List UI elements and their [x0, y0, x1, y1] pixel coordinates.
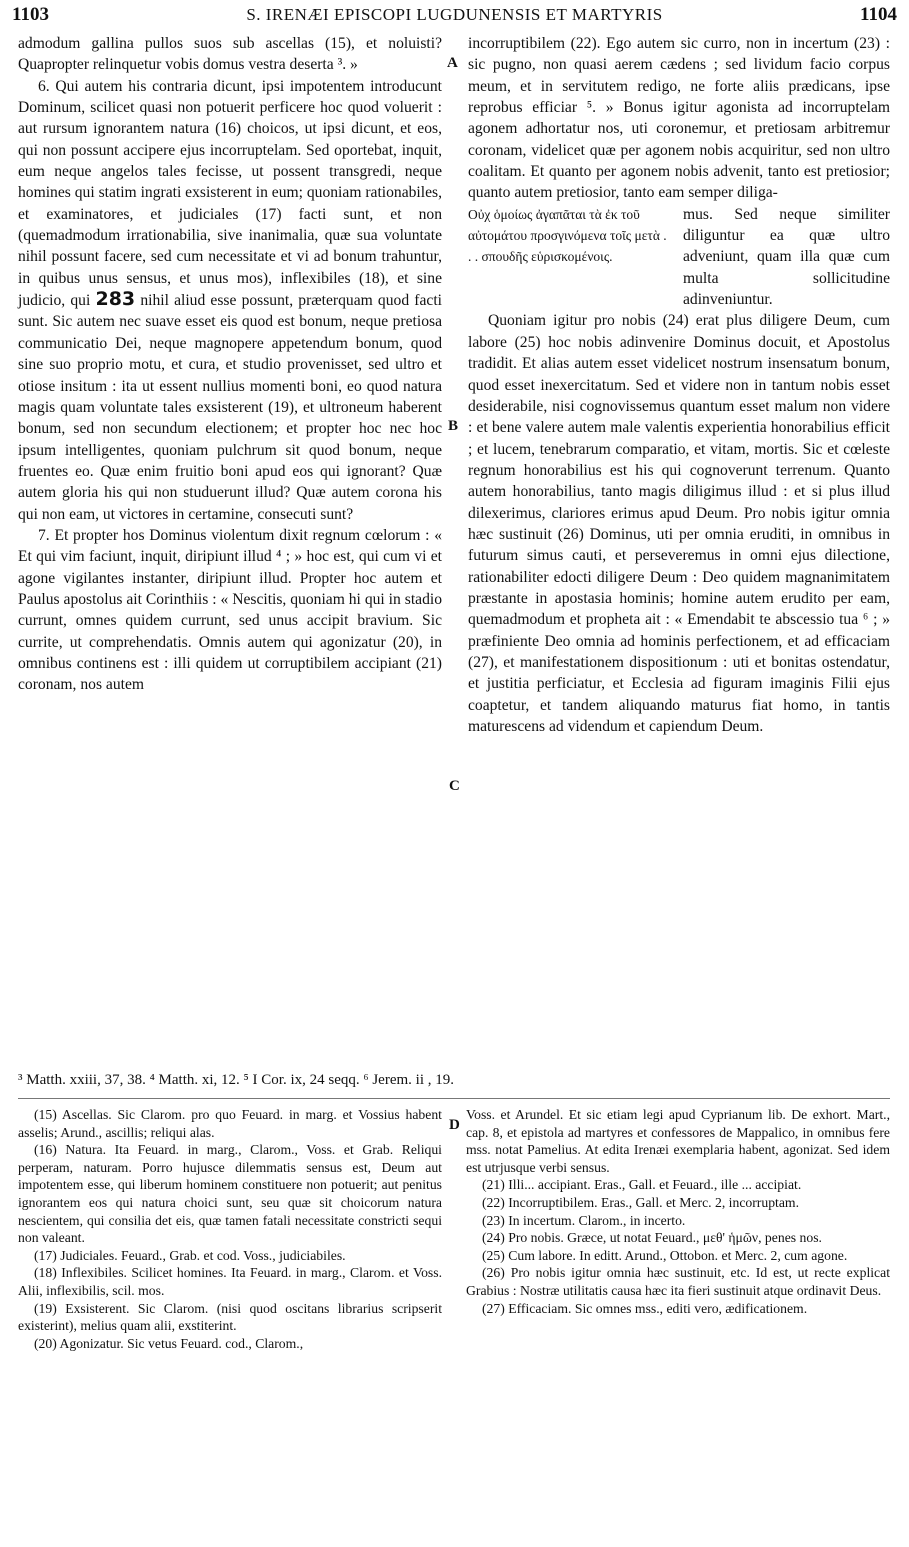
- margin-letter-c: C: [449, 778, 460, 794]
- right-text-column: [468, 33, 890, 737]
- footnote-26: (26) Pro nobis igitur omnia hæc sustinuit, etc. Id est, ut recte explicat Grabius : Nostræ utilitatis causa hæc ita fieri sustinuit atque ordinavit Deus.: [466, 1265, 890, 1298]
- paragraph-6-part-2: nihil aliud esse possunt, præterquam quod facti sunt. Sic autem nec suave esset eis quod est bonum, neque pretiosa communicatio Dei, neque magnopere appetendum bonum, quod sine suo proprio motu, et cura, et studio provenisset, sed ultro et otiose insitum : ita ut essent nullius momenti boni, eo quod natura magis quam voluntate tales exsisterent (19), et ultroneum haberent bonum, sed non secundum electionem; et propter hoc nec hoc ipsum intelligentes, quoniam pulchrum sit quod bonum, neque fruentes eo. Quæ enim fruitio boni apud eos qui ignorant? Quæ autem gloria his qui non studuerunt illud? Quæ autem corona his qui non eam, ut victores in certamine, consecuti sunt?: [18, 292, 442, 523]
- footnote-20-continued: Voss. et Arundel. Et sic etiam legi apud Cyprianum lib. De exhort. Mart., cap. 8, et epistola ad martyres et confessores de Mappalico, in omnibus fere mss. notat Pamelius. At edita Irenæi exemplaria habent, agonizat. Sed idem est utrjusque verbi sensus.: [466, 1107, 890, 1175]
- footnote-15: (15) Ascellas. Sic Clarom. pro quo Feuard. in marg. et Vossius habent asselis; Arund., ascillis; reliqui alas.: [18, 1107, 442, 1140]
- footnote-19: (19) Exsisterent. Sic Clarom. (nisi quod oscitans librarius scripserit existerint), melius quam alii, exstiterint.: [18, 1300, 442, 1334]
- margin-letter-b: B: [448, 418, 459, 434]
- left-page-number: 1103: [12, 4, 49, 25]
- footnotes-right: [466, 1106, 890, 1317]
- left-text-column: [18, 33, 442, 696]
- footnote-20: (20) Agonizatur. Sic vetus Feuard. cod., Clarom.,: [34, 1335, 304, 1351]
- footnotes-left: [18, 1106, 442, 1352]
- footnote-27: (27) Efficaciam. Sic omnes mss., editi vero, ædificationem.: [482, 1300, 808, 1316]
- footnote-21: (21) Illi... accipiant. Eras., Gall. et Feuard., ille ... accipiat.: [482, 1177, 802, 1193]
- footnote-18: (18) Inflexibiles. Scilicet homines. Ita Feuard. in marg., Clarom. et Voss. Alii, inflexibilis, scil. mos.: [18, 1265, 442, 1298]
- greek-text: Οὐχ ὁμοίως ἀγαπᾶται τὰ ἐκ τοῦ αὐτομάτου προσγινόμενα τοῖς μετὰ . . . σπουδῆς εὑρισκομένοις.: [468, 206, 667, 265]
- latin-parallel-text: mus. Sed neque similiter diliguntur ea quæ ultro adveniunt, quam illa quæ cum multa sollicitudine adinveniuntur.: [683, 205, 890, 309]
- footnote-17: (17) Judiciales. Feuard., Grab. et cod. Voss., judiciabiles.: [34, 1247, 346, 1263]
- footnote-25: (25) Cum labore. In editt. Arund., Ottobon. et Merc. 2, cum agone.: [482, 1247, 848, 1263]
- notes-divider: [18, 1098, 890, 1099]
- footnote-22: (22) Incorruptibilem. Eras., Gall. et Merc. 2, incorruptam.: [482, 1194, 799, 1210]
- footnote-16: (16) Natura. Ita Feuard. in marg., Clarom., Voss. et Grab. Reliqui perperam, naturam. Porro hujusce dilemmatis sensus est, Deum aut impotentem esse, qui liberum hominem constituere non potuerit; aut penitus ignorantem eos qui natura choici sunt, seu quæ sit choicorum natura nescientem, qui consilia det eis, quæ tamen fatali necessitate constricti sequi non valeant.: [18, 1142, 442, 1246]
- right-page-number: 1104: [860, 4, 897, 25]
- paragraph-continuation-right: incorruptibilem (22). Ego autem sic curro, non in incertum (23) : sic pugno, non quasi aerem cædens ; sed lividum facio corpus meum, et in servitutem redigo, ne forte aliis prædicans, ipse reprobus efficiar ⁵. » Bonus igitur agonista ad incorruptelam agonem adhortatur nos, uti coronemur, et pretiosam arbitremur coronam, videlicet quæ per agonem nobis acquiritur, sed non ultro coalitam. Et quanto per agonem nobis advenit, tanto est pretiosior; quanto autem pretiosior, tanto eam semper diliga-: [468, 35, 890, 202]
- greek-latin-parallel: [468, 204, 890, 311]
- paragraph-quoniam: Quoniam igitur pro nobis (24) erat plus diligere Deum, cum labore (25) hoc nobis adinvenire Dominus docuit, et Apostolus tradidit. Et alias autem esset videlicet nostrum insensatum bonum, quod esset inexercitatum. Sed et videre non in tantum nobis esset desiderabile, nisi cognovissemus quantum esset malum non videre : et bene valere autem male valentis experientia honorabilius efficit ; et lucem, tenebrarum comparatio, et vitam, mortis. Sic et cœleste regnum honorabilius est his qui cognoverunt terrenum. Quanto autem honorabilius, tanto magis diligimus illud : et si plus illud dilexerimus, clariores erimus apud Deum. Pro nobis igitur omnia hæc sustinuit (26) Dominus, uti per omnia eruditi, in omnibus in futurum simus cauti, et perseveremus in omni ejus dilectione, rationabiliter edocti diligere Deum : Deo quidem magnanimitatem præstante in apostasia hominis; homine autem erudito per eam, quemadmodum et propheta ait : « Emendabit te abscessio tua ⁶ ; » præfiniente Deo omnia ad hominis perfectionem, et ad efficaciam (27), et manifestationem dispositionum : uti et bonitas ostendatur, et justitia perficiatur, et Ecclesia ad figuram imaginis Filii ejus coaptetur, et tandem aliquando maturus fiat homo, in tantis maturescens ad videndum et capiendum Deum.: [468, 312, 890, 735]
- margin-letter-a: A: [447, 55, 458, 71]
- running-header: [12, 4, 897, 30]
- edition-page-number: 283: [95, 288, 136, 311]
- paragraph-6-part-1: 6. Qui autem his contraria dicunt, ipsi impotentem introducunt Dominum, scilicet quasi non potuerit perficere hoc quod voluerit : aut rursum ignorantem natura (16) choicos, ut ipsi dicunt, et eos, qui non possunt accipere ejus incorruptelam. Sed oportebat, inquit, eum neque angelos tales fecisse, ut possent transgredi, neque homines qui statim ingrati exsisterent in eum; quoniam rationabiles, et examinatores, et judiciales (17) facti sunt, et non (quemadmodum irrationabilia, sive inanimalia, quæ sua voluntate nihil possunt facere, sed cum necessitate et vi ad bonum trahuntur, in quibus unus sensus, et unus mos), inflexibiles (18), et sine judicio, qui: [18, 77, 442, 310]
- footnote-23: (23) In incertum. Clarom., in incerto.: [482, 1212, 686, 1228]
- scripture-references: ³ Matth. xxiii, 37, 38. ⁴ Matth. xi, 12. ⁵ I Cor. ix, 24 seqq. ⁶ Jerem. ii , 19.: [18, 1072, 454, 1088]
- running-title: S. IRENÆI EPISCOPI LUGDUNENSIS ET MARTYRIS: [246, 5, 663, 24]
- paragraph-continuation: admodum gallina pullos suos sub ascellas (15), et noluisti? Quapropter relinquetur vobis domus vestra deserta ³. »: [18, 35, 442, 74]
- margin-letter-d: D: [449, 1117, 460, 1133]
- paragraph-7: 7. Et propter hos Dominus violentum dixit regnum cœlorum : « Et qui vim faciunt, inquit, diripiunt illud ⁴ ; » hoc est, qui cum vi et agone vigilantes instanter, diripiunt illud. Propter hoc autem et Paulus apostolus ait Corinthiis : « Nescitis, quoniam hi qui in stadio currunt, omnes quidem currunt, sed unus accipit bravium. Sic currite, ut comprehendatis. Omnis autem qui agonizatur (20), in omnibus continens est : illi quidem ut corruptibilem accipiant (21) coronam, nos autem: [18, 526, 442, 694]
- paragraph-6: [18, 76, 442, 525]
- footnote-24: (24) Pro nobis. Græce, ut notat Feuard., μεθ' ἡμῶν, penes nos.: [482, 1230, 822, 1246]
